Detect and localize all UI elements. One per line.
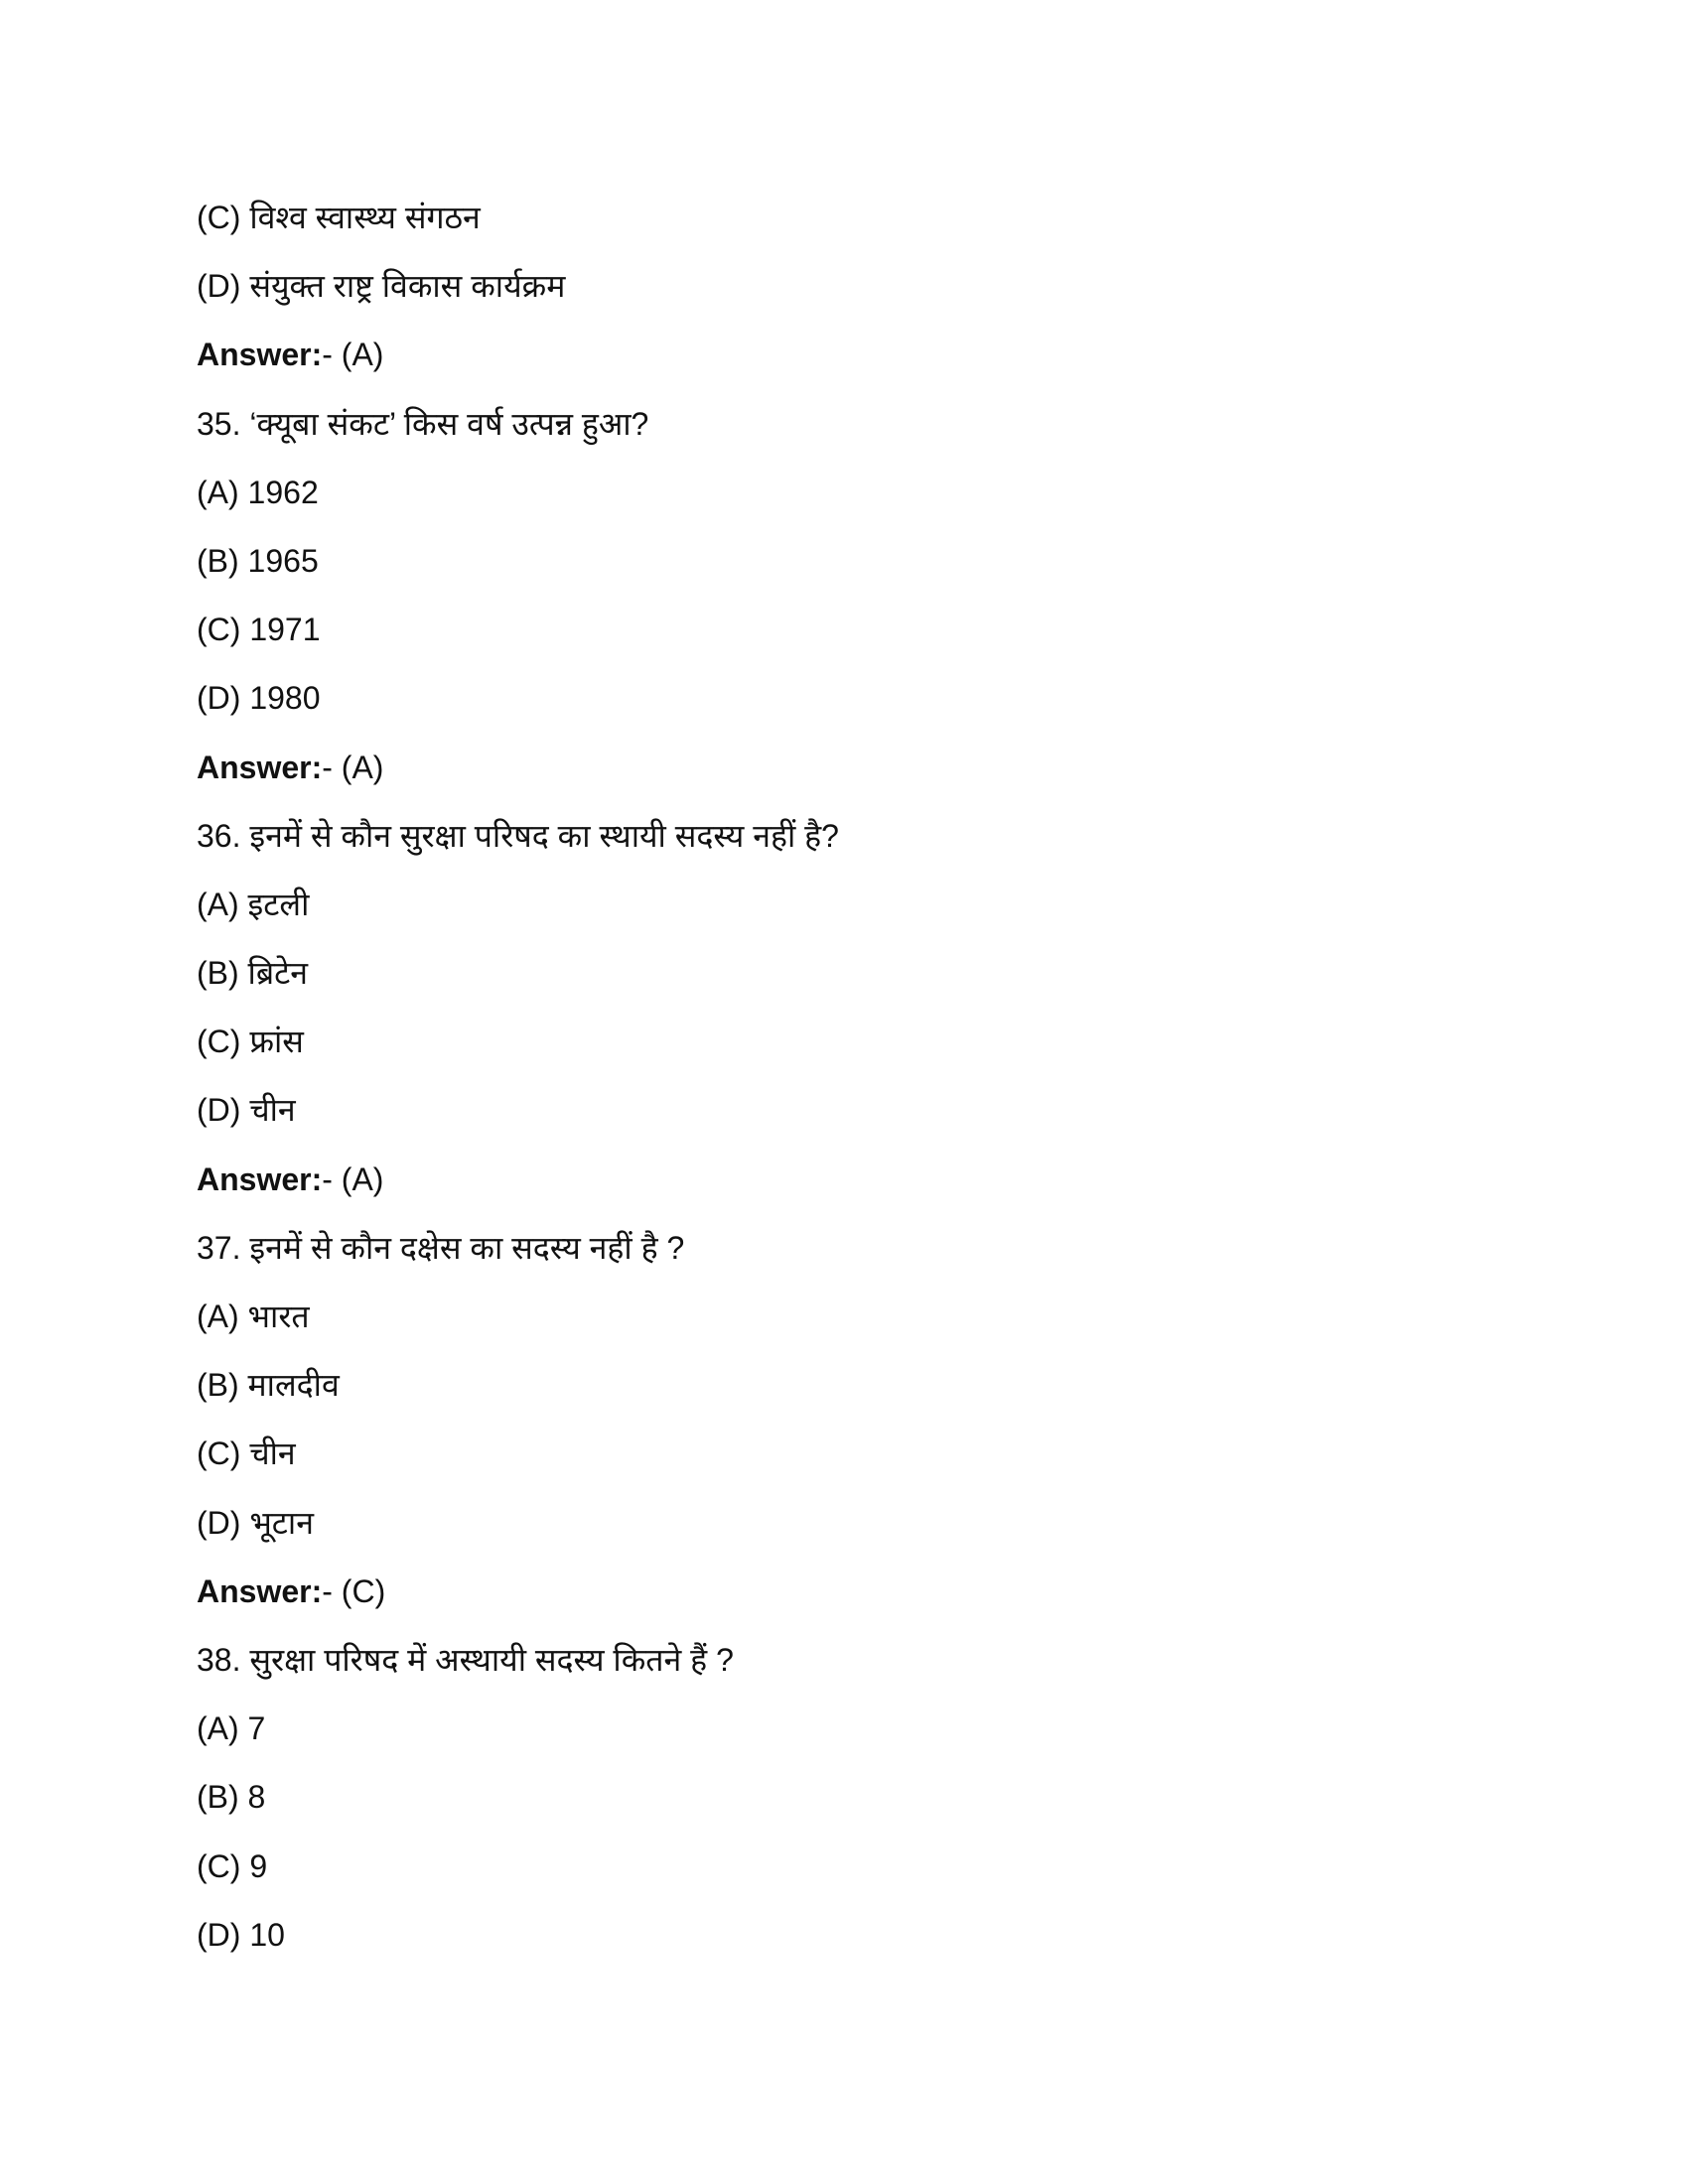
option-line: (B) मालदीव [197, 1367, 340, 1404]
answer-value: - (A) [322, 1160, 384, 1197]
answer-label: Answer: [197, 749, 323, 785]
option-line: (D) 10 [197, 1916, 285, 1953]
option-line: (B) ब्रिटेन [197, 955, 308, 992]
document-page [197, 195, 839, 1980]
option-line: (C) 1971 [197, 612, 321, 648]
option-line: (A) भारत [197, 1298, 310, 1334]
answer-label: Answer: [197, 337, 323, 373]
answer-label: Answer: [197, 1160, 323, 1197]
option-line: (C) विश्व स्वास्थ्य संगठन [197, 200, 481, 235]
question-line: 38. सुरक्षा परिषद में अस्थायी सदस्य कितने हैं ? [197, 1641, 734, 1678]
option-line: (C) फ्रांस [197, 1024, 304, 1060]
option-line: (B) 8 [197, 1779, 266, 1816]
answer-value: - (A) [322, 749, 384, 785]
option-line: (B) 1965 [197, 542, 319, 579]
option-line: (A) 7 [197, 1710, 266, 1747]
option-line: (C) 9 [197, 1847, 268, 1884]
option-line: (A) इटली [197, 886, 310, 922]
option-line: (D) संयुक्त राष्ट्र विकास कार्यक्रम [197, 268, 566, 305]
option-line: (D) चीन [197, 1092, 296, 1129]
question-line: 36. इनमें से कौन सुरक्षा परिषद का स्थायी सदस्य नहीं है? [197, 817, 839, 854]
option-line: (C) चीन [197, 1435, 296, 1472]
option-line: (A) 1962 [197, 474, 319, 510]
answer-value: - (A) [322, 337, 384, 373]
question-line: 37. इनमें से कौन दक्षेस का सदस्य नहीं है ? [197, 1229, 685, 1266]
answer-value: - (C) [322, 1572, 386, 1609]
answer-line [197, 1157, 839, 1225]
answer-line [197, 1569, 839, 1637]
option-line: (D) 1980 [197, 680, 321, 717]
option-line: (D) भूटान [197, 1504, 314, 1541]
question-line: 35. ‘क्यूबा संकट’ किस वर्ष उत्पन्न हुआ? [197, 405, 649, 442]
answer-label: Answer: [197, 1572, 323, 1609]
answer-line [197, 332, 839, 400]
answer-line [197, 745, 839, 813]
